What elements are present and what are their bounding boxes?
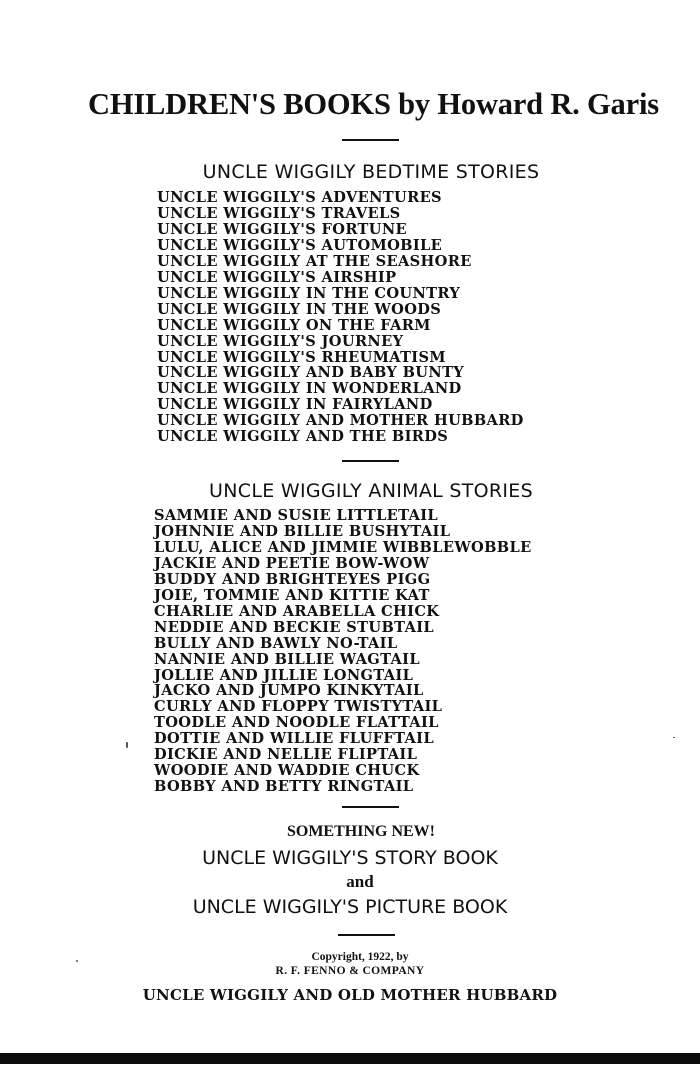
list-item: NANNIE AND BILLIE WAGTAIL xyxy=(154,650,420,668)
list-item: BOBBY AND BETTY RINGTAIL xyxy=(154,778,414,796)
scan-speck xyxy=(76,960,78,962)
list-item: DOTTIE AND WILLIE FLUFFTAIL xyxy=(154,730,434,748)
list-item: UNCLE WIGGILY AND THE BIRDS xyxy=(157,428,449,446)
list-item: UNCLE WIGGILY IN THE COUNTRY xyxy=(157,284,461,302)
list-item: UNCLE WIGGILY'S FORTUNE xyxy=(157,220,407,238)
publisher-name: R. F. FENNO & COMPANY xyxy=(275,965,425,977)
list-item: UNCLE WIGGILY'S AIRSHIP xyxy=(157,268,397,286)
list-item: UNCLE WIGGILY AND MOTHER HUBBARD xyxy=(157,412,524,430)
bedtime-stories-list xyxy=(157,190,524,445)
list-item: UNCLE WIGGILY'S ADVENTURES xyxy=(157,189,442,206)
list-item: TOODLE AND NOODLE FLATTAIL xyxy=(154,714,439,732)
list-item: JOHNNIE AND BILLIE BUSHYTAIL xyxy=(154,522,451,540)
list-item: JOLLIE AND JILLIE LONGTAIL xyxy=(154,666,414,684)
conjunction-text: and xyxy=(346,872,374,891)
list-item: JACKIE AND PEETIE BOW-WOW xyxy=(154,554,430,572)
list-item: UNCLE WIGGILY IN WONDERLAND xyxy=(157,380,462,398)
scan-speck xyxy=(126,742,128,748)
list-item: UNCLE WIGGILY AT THE SEASHORE xyxy=(157,252,472,270)
picture-book-title: UNCLE WIGGILY'S PICTURE BOOK xyxy=(192,896,508,918)
list-item: UNCLE WIGGILY AND BABY BUNTY xyxy=(157,364,465,382)
something-new-label: SOMETHING NEW! xyxy=(286,823,435,840)
list-item: UNCLE WIGGILY'S AUTOMOBILE xyxy=(157,236,443,254)
bedtime-stories-heading: UNCLE WIGGILY BEDTIME STORIES xyxy=(202,161,540,183)
copyright-notice: Copyright, 1922, by xyxy=(311,951,409,963)
divider-animal xyxy=(342,806,399,808)
scan-speck xyxy=(673,737,675,738)
list-item: DICKIE AND NELLIE FLIPTAIL xyxy=(154,746,418,764)
list-item: BULLY AND BAWLY NO-TAIL xyxy=(154,634,398,652)
book-title-footer: UNCLE WIGGILY AND OLD MOTHER HUBBARD xyxy=(142,986,558,1004)
list-item: UNCLE WIGGILY ON THE FARM xyxy=(157,316,431,334)
list-item: UNCLE WIGGILY'S TRAVELS xyxy=(157,204,401,222)
list-item: LULU, ALICE AND JIMMIE WIBBLEWOBBLE xyxy=(154,538,532,556)
list-item: BUDDY AND BRIGHTEYES PIGG xyxy=(154,570,431,588)
list-item: JACKO AND JUMPO KINKYTAIL xyxy=(154,682,424,700)
animal-stories-list xyxy=(154,508,532,795)
list-item: WOODIE AND WADDIE CHUCK xyxy=(154,762,420,780)
story-book-title: UNCLE WIGGILY'S STORY BOOK xyxy=(202,847,498,869)
divider-bedtime xyxy=(342,460,399,462)
list-item: UNCLE WIGGILY'S RHEUMATISM xyxy=(157,348,446,366)
list-item: UNCLE WIGGILY'S JOURNEY xyxy=(157,332,404,350)
page-title: CHILDREN'S BOOKS by Howard R. Garis xyxy=(88,87,659,121)
divider-top xyxy=(342,139,399,141)
bottom-edge-bar xyxy=(0,1053,700,1064)
list-item: NEDDIE AND BECKIE STUBTAIL xyxy=(154,618,435,636)
list-item: CURLY AND FLOPPY TWISTYTAIL xyxy=(154,698,443,716)
list-item: UNCLE WIGGILY IN FAIRYLAND xyxy=(157,396,433,414)
animal-stories-heading: UNCLE WIGGILY ANIMAL STORIES xyxy=(209,480,533,502)
divider-imprint xyxy=(338,934,395,936)
list-item: UNCLE WIGGILY IN THE WOODS xyxy=(157,300,442,318)
list-item: SAMMIE AND SUSIE LITTLETAIL xyxy=(154,507,439,524)
list-item: JOIE, TOMMIE AND KITTIE KAT xyxy=(154,586,430,604)
list-item: CHARLIE AND ARABELLA CHICK xyxy=(154,602,440,620)
